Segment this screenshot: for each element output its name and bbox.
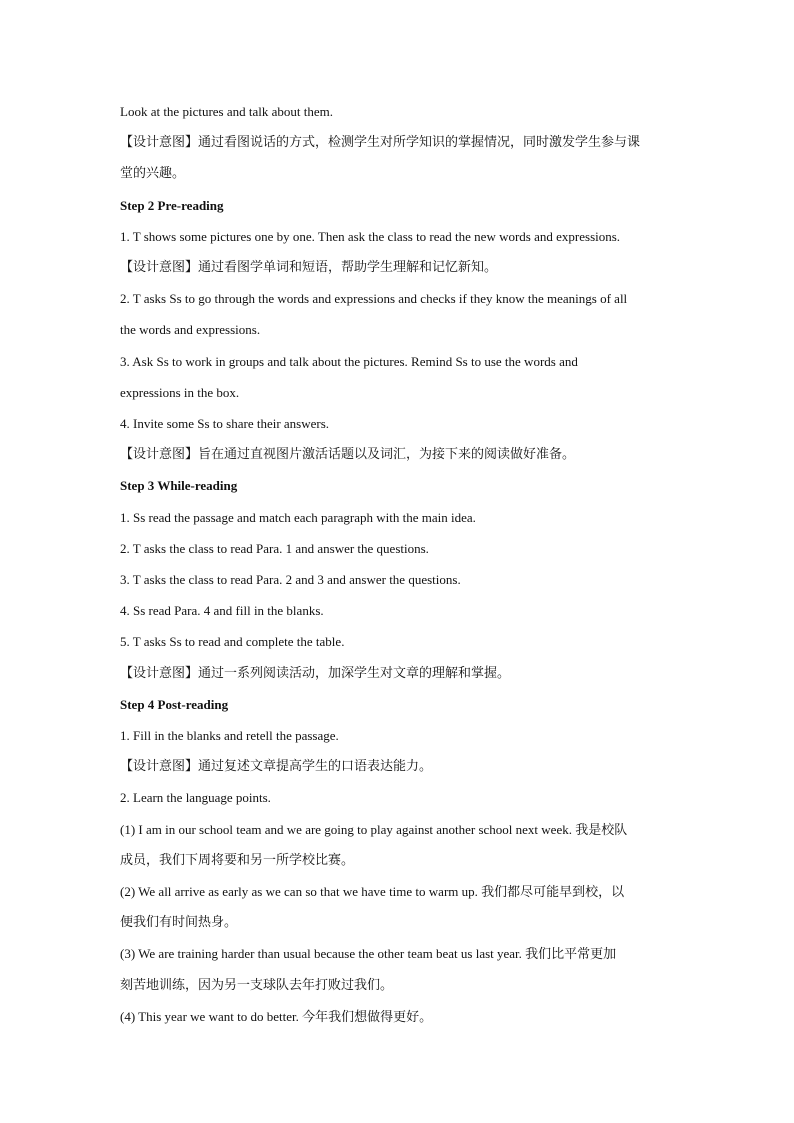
language-point-1-line-2: 成员，我们下周将要和另一所学校比赛。 xyxy=(120,852,355,868)
design-intent-4: 【设计意图】通过一系列阅读活动，加深学生对文章的理解和掌握。 xyxy=(120,665,511,681)
step-2-item-2-line-2: the words and expressions. xyxy=(120,322,261,338)
language-point-1-line-1: (1) I am in our school team and we are going to play against another school next week. 我是校队 xyxy=(120,821,628,837)
design-intent-3: 【设计意图】旨在通过直视图片激活话题以及词汇，为接下来的阅读做好准备。 xyxy=(120,447,576,463)
step-3-item-4: 4. Ss read Para. 4 and fill in the blanks. xyxy=(120,603,324,619)
step-4-heading: Step 4 Post-reading xyxy=(120,696,229,712)
design-intent-2: 【设计意图】通过看图学单词和短语，帮助学生理解和记忆新知。 xyxy=(120,260,498,276)
step-3-heading: Step 3 While-reading xyxy=(120,478,238,494)
document-page xyxy=(120,96,680,1032)
language-point-2-line-1: (2) We all arrive as early as we can so that we have time to warm up. 我们都尽可能早到校，以 xyxy=(120,884,625,900)
step-2-item-3-line-1: 3. Ask Ss to work in groups and talk about the pictures. Remind Ss to use the words and xyxy=(120,353,578,369)
step-3-item-5: 5. T asks Ss to read and complete the table. xyxy=(120,634,345,650)
language-point-2-line-2: 便我们有时间热身。 xyxy=(120,915,238,931)
language-point-3-line-2: 刻苦地训练，因为另一支球队去年打败过我们。 xyxy=(120,977,394,993)
step-2-heading: Step 2 Pre-reading xyxy=(120,197,224,213)
step-2-item-3-line-2: expressions in the box. xyxy=(120,384,240,400)
intro-instruction: Look at the pictures and talk about them. xyxy=(120,104,333,119)
language-point-3-line-1: (3) We are training harder than usual because the other team beat us last year. 我们比平常更加 xyxy=(120,946,617,962)
design-intent-1-line-1: 【设计意图】通过看图说话的方式，检测学生对所学知识的掌握情况，同时激发学生参与课 xyxy=(120,135,641,151)
step-3-item-1: 1. Ss read the passage and match each paragraph with the main idea. xyxy=(120,509,476,525)
step-2-item-1: 1. T shows some pictures one by one. Then ask the class to read the new words and expressions. xyxy=(120,228,621,244)
step-3-item-3: 3. T asks the class to read Para. 2 and 3 and answer the questions. xyxy=(120,572,461,588)
step-2-item-4: 4. Invite some Ss to share their answers. xyxy=(120,416,330,432)
step-3-item-2: 2. T asks the class to read Para. 1 and answer the questions. xyxy=(120,540,429,556)
step-4-item-2: 2. Learn the language points. xyxy=(120,790,271,806)
step-2-item-2-line-1: 2. T asks Ss to go through the words and expressions and checks if they know the meanings of all xyxy=(120,291,628,307)
design-intent-5: 【设计意图】通过复述文章提高学生的口语表达能力。 xyxy=(120,759,433,775)
design-intent-1-line-2: 堂的兴趣。 xyxy=(120,166,186,182)
step-4-item-1: 1. Fill in the blanks and retell the passage. xyxy=(120,728,339,744)
language-point-4: (4) This year we want to do better. 今年我们想做得更好。 xyxy=(120,1008,433,1024)
